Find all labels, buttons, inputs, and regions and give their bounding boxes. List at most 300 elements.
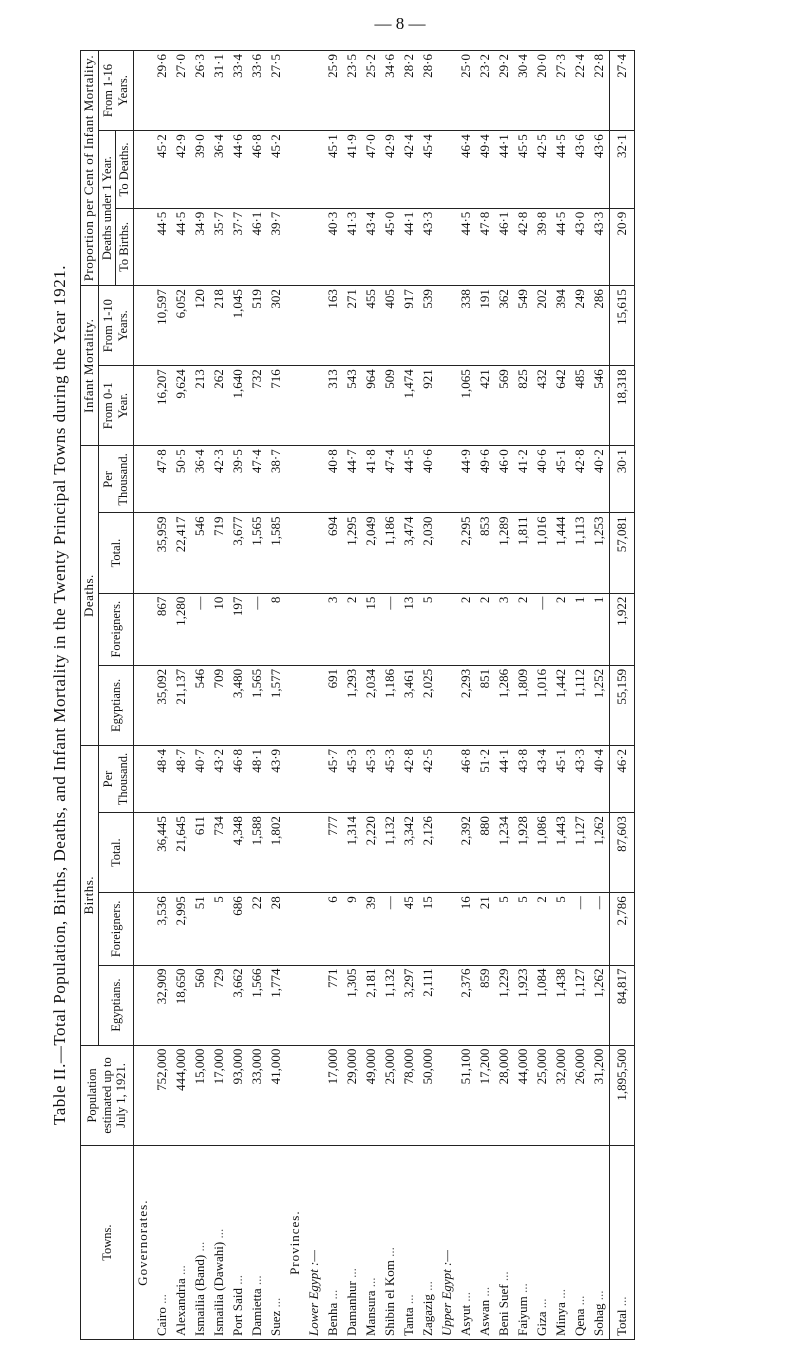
cell-d-fo: 2 [514, 593, 533, 665]
empty-cell [286, 813, 305, 893]
cell-d-pt: 45·1 [552, 446, 571, 513]
town-cell [533, 1146, 552, 1340]
header-births: Births. [81, 745, 99, 1045]
cell-b-tot: 36,445 [153, 813, 172, 893]
leader-dots: ... [211, 1228, 227, 1239]
cell-d-fo: 867 [153, 593, 172, 665]
header-births-egyptians: Egyptians. [98, 965, 133, 1045]
cell-i110: 15,615 [609, 286, 634, 366]
cell-p-deaths: 45·1 [324, 131, 343, 208]
cell-d-pt: 47·4 [248, 446, 267, 513]
cell-p-1_16: 26·3 [191, 51, 210, 131]
town-cell [457, 1146, 476, 1340]
cell-d-eg: 1,565 [248, 665, 267, 745]
cell-b-fo: 5 [552, 893, 571, 965]
empty-cell [305, 745, 324, 812]
empty-cell [286, 51, 305, 131]
cell-b-fo: 2,786 [609, 893, 634, 965]
table-row [210, 51, 229, 1340]
cell-b-fo: 9 [343, 893, 362, 965]
empty-cell [286, 131, 305, 208]
town-name: Suez [268, 1310, 284, 1336]
leader-dots: ... [572, 1295, 588, 1306]
cell-p-1_16: 22·4 [571, 51, 590, 131]
cell-d-fo: 1,280 [172, 593, 191, 665]
empty-cell [286, 446, 305, 513]
header-proportion: Proportion per Cent of Infant Mortality. [81, 51, 99, 286]
town-name: Port Said [230, 1287, 246, 1336]
empty-cell [305, 513, 324, 593]
cell-p-1_16: 27·5 [267, 51, 286, 131]
cell-p-births: 39·8 [533, 208, 552, 285]
cell-pop: 25,000 [381, 1045, 400, 1146]
cell-p-births: 43·3 [590, 208, 610, 285]
empty-cell [305, 131, 324, 208]
cell-i01: 1,474 [400, 366, 419, 446]
cell-b-fo: 686 [229, 893, 248, 965]
cell-d-tot: 1,295 [343, 513, 362, 593]
cell-b-pt: 48·4 [153, 745, 172, 812]
town-cell [476, 1146, 495, 1340]
cell-p-1_16: 27·4 [609, 51, 634, 131]
cell-b-tot: 1,127 [571, 813, 590, 893]
cell-b-eg: 1,438 [552, 965, 571, 1045]
town-name: Cairo [154, 1307, 170, 1336]
cell-p-deaths: 41·9 [343, 131, 362, 208]
cell-p-births: 44·5 [172, 208, 191, 285]
cell-p-births: 20·9 [609, 208, 634, 285]
empty-cell [438, 965, 457, 1045]
cell-b-pt: 45·3 [381, 745, 400, 812]
cell-p-deaths: 42·9 [381, 131, 400, 208]
empty-cell [305, 366, 324, 446]
cell-i110: 191 [476, 286, 495, 366]
town-cell [343, 1146, 362, 1340]
cell-p-1_16: 20·0 [533, 51, 552, 131]
cell-d-fo: 2 [476, 593, 495, 665]
cell-b-fo: 2,995 [172, 893, 191, 965]
town-cell [552, 1146, 571, 1340]
leader-dots: ... [325, 1289, 341, 1300]
cell-d-fo: 5 [419, 593, 438, 665]
town-cell [248, 1146, 267, 1340]
cell-p-1_16: 29·2 [495, 51, 514, 131]
cell-p-deaths: 32·1 [609, 131, 634, 208]
town-name: Damanhur [344, 1281, 360, 1336]
header-population: Population estimated up to July 1, 1921. [81, 1045, 134, 1146]
cell-d-fo: 8 [267, 593, 286, 665]
town-name: Ismailia (Dawahi) [211, 1241, 227, 1336]
cell-d-eg: 2,034 [362, 665, 381, 745]
cell-pop: 17,000 [210, 1045, 229, 1146]
empty-cell [133, 965, 153, 1045]
cell-b-eg: 1,132 [381, 965, 400, 1045]
empty-cell [438, 1045, 457, 1146]
cell-b-eg: 729 [210, 965, 229, 1045]
cell-i110: 249 [571, 286, 590, 366]
table-row [457, 51, 476, 1340]
empty-cell [305, 593, 324, 665]
empty-cell [133, 893, 153, 965]
leader-dots: ... [553, 1289, 569, 1299]
cell-p-deaths: 45·5 [514, 131, 533, 208]
cell-d-eg: 546 [191, 665, 210, 745]
header-from-1-16: From 1-16 Years. [98, 51, 133, 131]
empty-cell [286, 593, 305, 665]
cell-b-pt: 43·4 [533, 745, 552, 812]
total-row [609, 51, 634, 1340]
cell-d-fo: 1 [590, 593, 610, 665]
cell-b-fo: 28 [267, 893, 286, 965]
cell-i01: 546 [590, 366, 610, 446]
cell-d-eg: 1,293 [343, 665, 362, 745]
cell-b-fo: 5 [495, 893, 514, 965]
cell-p-deaths: 42·9 [172, 131, 191, 208]
town-cell [362, 1146, 381, 1340]
cell-d-eg: 1,112 [571, 665, 590, 745]
page-number: — 8 — [374, 14, 426, 33]
cell-b-tot: 777 [324, 813, 343, 893]
cell-p-births: 35·7 [210, 208, 229, 285]
cell-d-pt: 36·4 [191, 446, 210, 513]
empty-cell [286, 208, 305, 285]
cell-i110: 917 [400, 286, 419, 366]
cell-d-eg: 2,293 [457, 665, 476, 745]
leader-dots: ... [401, 1294, 417, 1305]
section-row [286, 51, 305, 1340]
cell-b-fo: 21 [476, 893, 495, 965]
cell-b-tot: 2,126 [419, 813, 438, 893]
cell-b-tot: 1,086 [533, 813, 552, 893]
cell-d-pt: 40·6 [419, 446, 438, 513]
cell-i01: 642 [552, 366, 571, 446]
cell-d-pt: 50·5 [172, 446, 191, 513]
cell-p-deaths: 47·0 [362, 131, 381, 208]
cell-b-tot: 87,603 [609, 813, 634, 893]
cell-i110: 120 [191, 286, 210, 366]
cell-p-1_16: 27·0 [172, 51, 191, 131]
section-label: Upper Egypt :— [438, 1146, 457, 1340]
cell-d-eg: 1,186 [381, 665, 400, 745]
table-row [343, 51, 362, 1340]
cell-d-pt: 42·8 [571, 446, 590, 513]
cell-p-births: 44·5 [153, 208, 172, 285]
cell-i110: 362 [495, 286, 514, 366]
section-label: Governorates. [133, 1146, 153, 1340]
empty-cell [305, 51, 324, 131]
town-cell [191, 1146, 210, 1340]
cell-b-fo: 15 [419, 893, 438, 965]
cell-i01: 485 [571, 366, 590, 446]
empty-cell [438, 446, 457, 513]
cell-d-pt: 46·0 [495, 446, 514, 513]
empty-cell [133, 593, 153, 665]
town-cell [590, 1146, 610, 1340]
table-row [381, 51, 400, 1340]
cell-b-pt: 46·8 [229, 745, 248, 812]
cell-i01: 421 [476, 366, 495, 446]
cell-b-fo: 6 [324, 893, 343, 965]
town-name: Zagazig [420, 1294, 436, 1336]
cell-i01: 18,318 [609, 366, 634, 446]
cell-i01: 716 [267, 366, 286, 446]
empty-cell [305, 893, 324, 965]
cell-d-tot: 22,417 [172, 513, 191, 593]
cell-d-fo: 197 [229, 593, 248, 665]
cell-b-tot: 21,645 [172, 813, 191, 893]
cell-p-births: 46·1 [248, 208, 267, 285]
table-row [571, 51, 590, 1340]
table-row [248, 51, 267, 1340]
cell-b-tot: 3,342 [400, 813, 419, 893]
table-body [133, 51, 634, 1340]
town-cell [324, 1146, 343, 1340]
town-name: Giza [534, 1311, 550, 1336]
cell-p-1_16: 23·2 [476, 51, 495, 131]
cell-p-births: 34·9 [191, 208, 210, 285]
cell-p-births: 39·7 [267, 208, 286, 285]
cell-i01: 1,640 [229, 366, 248, 446]
cell-b-tot: 611 [191, 813, 210, 893]
empty-cell [438, 745, 457, 812]
cell-b-fo: 5 [514, 893, 533, 965]
cell-p-deaths: 44·1 [495, 131, 514, 208]
cell-d-eg: 1,016 [533, 665, 552, 745]
cell-d-eg: 21,137 [172, 665, 191, 745]
cell-p-1_16: 33·6 [248, 51, 267, 131]
cell-p-1_16: 34·6 [381, 51, 400, 131]
cell-b-fo: 22 [248, 893, 267, 965]
town-name: Asyut [458, 1304, 474, 1336]
leader-dots: ... [420, 1281, 436, 1291]
town-name: Minya [553, 1302, 569, 1336]
section-label: Lower Egypt :— [305, 1146, 324, 1340]
cell-i01: 1,065 [457, 366, 476, 446]
header-to-deaths: To Deaths. [116, 131, 133, 208]
empty-cell [133, 51, 153, 131]
cell-b-fo: 5 [210, 893, 229, 965]
header-births-total: Total. [98, 813, 133, 893]
cell-i110: 10,597 [153, 286, 172, 366]
cell-b-pt: 45·7 [324, 745, 343, 812]
town-name: Beni Suef [496, 1284, 512, 1336]
cell-d-fo: 2 [457, 593, 476, 665]
cell-d-tot: 1,016 [533, 513, 552, 593]
cell-b-tot: 1,928 [514, 813, 533, 893]
cell-b-fo: — [571, 893, 590, 965]
empty-cell [133, 813, 153, 893]
table-row [229, 51, 248, 1340]
cell-d-eg: 691 [324, 665, 343, 745]
town-name: Sohag [591, 1303, 607, 1336]
cell-b-tot: 734 [210, 813, 229, 893]
cell-d-fo: 2 [552, 593, 571, 665]
cell-b-eg: 32,909 [153, 965, 172, 1045]
town-name: Damietta [249, 1288, 265, 1336]
cell-d-eg: 55,159 [609, 665, 634, 745]
cell-pop: 93,000 [229, 1045, 248, 1146]
header-towns: Towns. [81, 1146, 134, 1340]
cell-b-fo: 51 [191, 893, 210, 965]
cell-d-pt: 44·9 [457, 446, 476, 513]
cell-d-tot: 546 [191, 513, 210, 593]
cell-d-pt: 40·2 [590, 446, 610, 513]
cell-d-eg: 1,286 [495, 665, 514, 745]
empty-cell [305, 665, 324, 745]
town-cell [381, 1146, 400, 1340]
cell-i110: 338 [457, 286, 476, 366]
header-infant-mortality: Infant Mortality. [81, 286, 99, 446]
cell-b-tot: 1,132 [381, 813, 400, 893]
cell-b-pt: 48·7 [172, 745, 191, 812]
header-deaths-foreigners: Foreigners. [98, 593, 133, 665]
cell-b-pt: 43·2 [210, 745, 229, 812]
section-row [305, 51, 324, 1340]
empty-cell [286, 965, 305, 1045]
cell-p-1_16: 33·4 [229, 51, 248, 131]
cell-b-pt: 48·1 [248, 745, 267, 812]
empty-cell [438, 366, 457, 446]
cell-p-births: 43·0 [571, 208, 590, 285]
cell-pop: 78,000 [400, 1045, 419, 1146]
cell-i01: 964 [362, 366, 381, 446]
cell-b-eg: 1,084 [533, 965, 552, 1045]
empty-cell [305, 286, 324, 366]
cell-p-births: 45·0 [381, 208, 400, 285]
cell-b-eg: 1,774 [267, 965, 286, 1045]
cell-b-eg: 2,111 [419, 965, 438, 1045]
table-row [495, 51, 514, 1340]
cell-p-births: 43·3 [419, 208, 438, 285]
cell-b-tot: 1,802 [267, 813, 286, 893]
cell-b-eg: 18,650 [172, 965, 191, 1045]
cell-d-tot: 1,444 [552, 513, 571, 593]
cell-d-fo: 1,922 [609, 593, 634, 665]
cell-b-pt: 45·1 [552, 745, 571, 812]
cell-i01: 543 [343, 366, 362, 446]
table-row [400, 51, 419, 1340]
cell-b-pt: 51·2 [476, 745, 495, 812]
cell-d-pt: 47·4 [381, 446, 400, 513]
cell-pop: 50,000 [419, 1045, 438, 1146]
cell-b-fo: — [381, 893, 400, 965]
cell-pop: 752,000 [153, 1045, 172, 1146]
cell-p-1_16: 22·8 [590, 51, 610, 131]
empty-cell [286, 286, 305, 366]
cell-p-1_16: 25·9 [324, 51, 343, 131]
cell-d-eg: 2,025 [419, 665, 438, 745]
cell-p-births: 44·5 [457, 208, 476, 285]
header-deaths: Deaths. [81, 446, 99, 746]
empty-cell [438, 286, 457, 366]
cell-d-fo: — [248, 593, 267, 665]
cell-d-tot: 1,565 [248, 513, 267, 593]
empty-cell [438, 813, 457, 893]
cell-pop: 17,000 [324, 1045, 343, 1146]
cell-b-pt: 43·8 [514, 745, 533, 812]
cell-pop: 44,000 [514, 1045, 533, 1146]
table-row [552, 51, 571, 1340]
cell-i110: 163 [324, 286, 343, 366]
header-infant-0-1: From 0-1 Year. [98, 366, 133, 446]
header-births-per-thousand: Per Thousand. [98, 745, 133, 812]
town-name: Mansura [363, 1290, 379, 1336]
cell-d-pt: 41·8 [362, 446, 381, 513]
cell-p-births: 47·8 [476, 208, 495, 285]
cell-b-eg: 771 [324, 965, 343, 1045]
cell-d-pt: 49·6 [476, 446, 495, 513]
cell-b-eg: 1,566 [248, 965, 267, 1045]
cell-d-tot: 3,474 [400, 513, 419, 593]
cell-d-fo: 15 [362, 593, 381, 665]
leader-dots: ... [249, 1275, 265, 1286]
cell-p-1_16: 31·1 [210, 51, 229, 131]
header-deaths-under-1: Deaths under 1 Year. [98, 131, 115, 286]
cell-b-eg: 1,923 [514, 965, 533, 1045]
leader-dots: ... [192, 1241, 208, 1252]
cell-i01: 432 [533, 366, 552, 446]
cell-pop: 28,000 [495, 1045, 514, 1146]
empty-cell [286, 745, 305, 812]
cell-d-eg: 3,480 [229, 665, 248, 745]
cell-d-tot: 2,030 [419, 513, 438, 593]
cell-p-deaths: 46·4 [457, 131, 476, 208]
cell-d-tot: 2,295 [457, 513, 476, 593]
cell-p-deaths: 43·6 [590, 131, 610, 208]
cell-i01: 213 [191, 366, 210, 446]
town-cell [400, 1146, 419, 1340]
cell-p-births: 44·1 [400, 208, 419, 285]
cell-d-eg: 709 [210, 665, 229, 745]
section-row [133, 51, 153, 1340]
empty-cell [305, 208, 324, 285]
header-deaths-per-thousand: Per Thousand. [98, 446, 133, 513]
empty-cell [133, 208, 153, 285]
cell-p-deaths: 46·8 [248, 131, 267, 208]
cell-d-pt: 42·3 [210, 446, 229, 513]
cell-i110: 405 [381, 286, 400, 366]
cell-d-eg: 1,252 [590, 665, 610, 745]
cell-b-tot: 1,588 [248, 813, 267, 893]
cell-b-eg: 560 [191, 965, 210, 1045]
cell-d-fo: — [191, 593, 210, 665]
town-name: Aswan [477, 1299, 493, 1336]
town-cell [514, 1146, 533, 1340]
cell-pop: 33,000 [248, 1045, 267, 1146]
cell-d-pt: 41·2 [514, 446, 533, 513]
cell-d-pt: 39·5 [229, 446, 248, 513]
cell-b-eg: 1,229 [495, 965, 514, 1045]
cell-i110: 202 [533, 286, 552, 366]
cell-b-pt: 40·4 [590, 745, 610, 812]
cell-d-tot: 57,081 [609, 513, 634, 593]
empty-cell [133, 513, 153, 593]
cell-d-fo: — [533, 593, 552, 665]
cell-i110: 549 [514, 286, 533, 366]
section-label: Provinces. [286, 1146, 305, 1340]
leader-dots: ... [363, 1277, 379, 1288]
cell-b-fo: 45 [400, 893, 419, 965]
cell-i110: 6,052 [172, 286, 191, 366]
cell-d-pt: 47·8 [153, 446, 172, 513]
header-infant-1-10: From 1-10 Years. [98, 286, 133, 366]
empty-cell [133, 131, 153, 208]
cell-p-1_16: 25·0 [457, 51, 476, 131]
cell-b-eg: 84,817 [609, 965, 634, 1045]
cell-pop: 32,000 [552, 1045, 571, 1146]
cell-p-1_16: 28·6 [419, 51, 438, 131]
empty-cell [133, 665, 153, 745]
